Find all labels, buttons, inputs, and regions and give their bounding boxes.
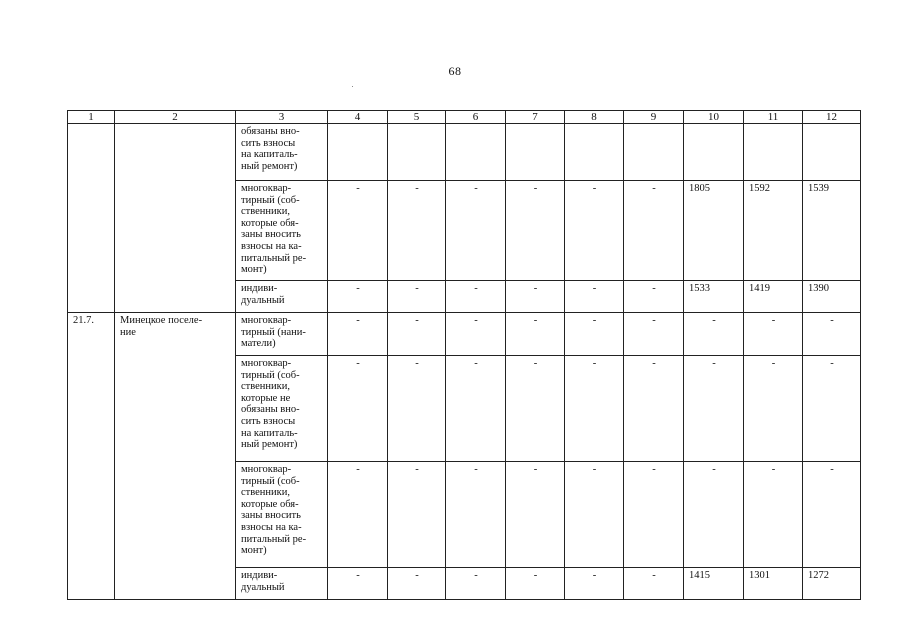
value-cell: - [803, 356, 861, 462]
header-cell: 1 [68, 111, 115, 124]
value-cell: 1415 [684, 568, 744, 600]
value-cell [328, 124, 388, 181]
value-cell: 1533 [684, 281, 744, 313]
value-cell: - [446, 181, 506, 281]
value-cell: - [684, 356, 744, 462]
value-cell: - [388, 568, 446, 600]
value-cell: - [328, 181, 388, 281]
value-cell [446, 124, 506, 181]
value-cell: 1419 [744, 281, 803, 313]
header-cell: 11 [744, 111, 803, 124]
value-cell [624, 124, 684, 181]
header-cell: 12 [803, 111, 861, 124]
value-cell: - [565, 181, 624, 281]
value-cell: - [565, 462, 624, 568]
header-cell: 6 [446, 111, 506, 124]
table-row [68, 313, 861, 356]
value-cell: 1390 [803, 281, 861, 313]
header-cell: 2 [115, 111, 236, 124]
header-cell: 7 [506, 111, 565, 124]
scan-speck [352, 86, 353, 87]
value-cell: - [388, 313, 446, 356]
value-cell: - [565, 281, 624, 313]
settlement-code-cell: 21.7. [68, 313, 115, 600]
housing-type-cell: индиви- дуальный [236, 568, 328, 600]
housing-type-cell: многоквар- тирный (соб- ственники, которые не обязаны вно- сить взносы на капиталь- ный ремонт) [236, 356, 328, 462]
value-cell: - [624, 313, 684, 356]
value-cell: - [624, 181, 684, 281]
settlement-code-cell [68, 124, 115, 313]
value-cell: - [446, 568, 506, 600]
header-cell: 5 [388, 111, 446, 124]
value-cell: 1805 [684, 181, 744, 281]
value-cell: - [624, 462, 684, 568]
tariff-table [67, 110, 861, 600]
value-cell: - [506, 181, 565, 281]
value-cell: - [506, 281, 565, 313]
value-cell: 1539 [803, 181, 861, 281]
value-cell: - [446, 313, 506, 356]
housing-type-cell: обязаны вно- сить взносы на капиталь- ный ремонт) [236, 124, 328, 181]
value-cell: 1301 [744, 568, 803, 600]
value-cell: - [684, 462, 744, 568]
header-cell: 10 [684, 111, 744, 124]
housing-type-cell: индиви- дуальный [236, 281, 328, 313]
value-cell: - [328, 462, 388, 568]
value-cell: 1272 [803, 568, 861, 600]
value-cell: - [506, 313, 565, 356]
value-cell: - [565, 356, 624, 462]
value-cell: - [446, 462, 506, 568]
value-cell: - [506, 462, 565, 568]
value-cell: - [624, 281, 684, 313]
table-row [68, 124, 861, 181]
value-cell [803, 124, 861, 181]
value-cell [506, 124, 565, 181]
header-cell: 8 [565, 111, 624, 124]
value-cell [684, 124, 744, 181]
page-number: 68 [448, 64, 462, 78]
value-cell: - [506, 356, 565, 462]
value-cell: - [803, 313, 861, 356]
value-cell: - [744, 462, 803, 568]
value-cell: - [388, 356, 446, 462]
value-cell [565, 124, 624, 181]
value-cell: - [744, 313, 803, 356]
housing-type-cell: многоквар- тирный (соб- ственники, которые обя- заны вносить взносы на ка- питальный ре- монт) [236, 181, 328, 281]
value-cell: - [506, 568, 565, 600]
value-cell: - [328, 356, 388, 462]
value-cell: - [388, 281, 446, 313]
value-cell: - [684, 313, 744, 356]
header-cell: 4 [328, 111, 388, 124]
value-cell [744, 124, 803, 181]
housing-type-cell: многоквар- тирный (соб- ственники, которые обя- заны вносить взносы на ка- питальный ре- монт) [236, 462, 328, 568]
header-cell: 9 [624, 111, 684, 124]
value-cell: - [624, 356, 684, 462]
settlement-name-cell: Минецкое поселе- ние [115, 313, 236, 600]
value-cell: 1592 [744, 181, 803, 281]
value-cell: - [624, 568, 684, 600]
value-cell [388, 124, 446, 181]
value-cell: - [565, 313, 624, 356]
value-cell: - [565, 568, 624, 600]
value-cell: - [388, 181, 446, 281]
value-cell: - [744, 356, 803, 462]
value-cell: - [328, 281, 388, 313]
settlement-name-cell [115, 124, 236, 313]
value-cell: - [328, 568, 388, 600]
value-cell: - [803, 462, 861, 568]
header-cell: 3 [236, 111, 328, 124]
table-header-row [68, 111, 861, 124]
value-cell: - [446, 281, 506, 313]
housing-type-cell: многоквар- тирный (нани- матели) [236, 313, 328, 356]
value-cell: - [446, 356, 506, 462]
value-cell: - [388, 462, 446, 568]
value-cell: - [328, 313, 388, 356]
